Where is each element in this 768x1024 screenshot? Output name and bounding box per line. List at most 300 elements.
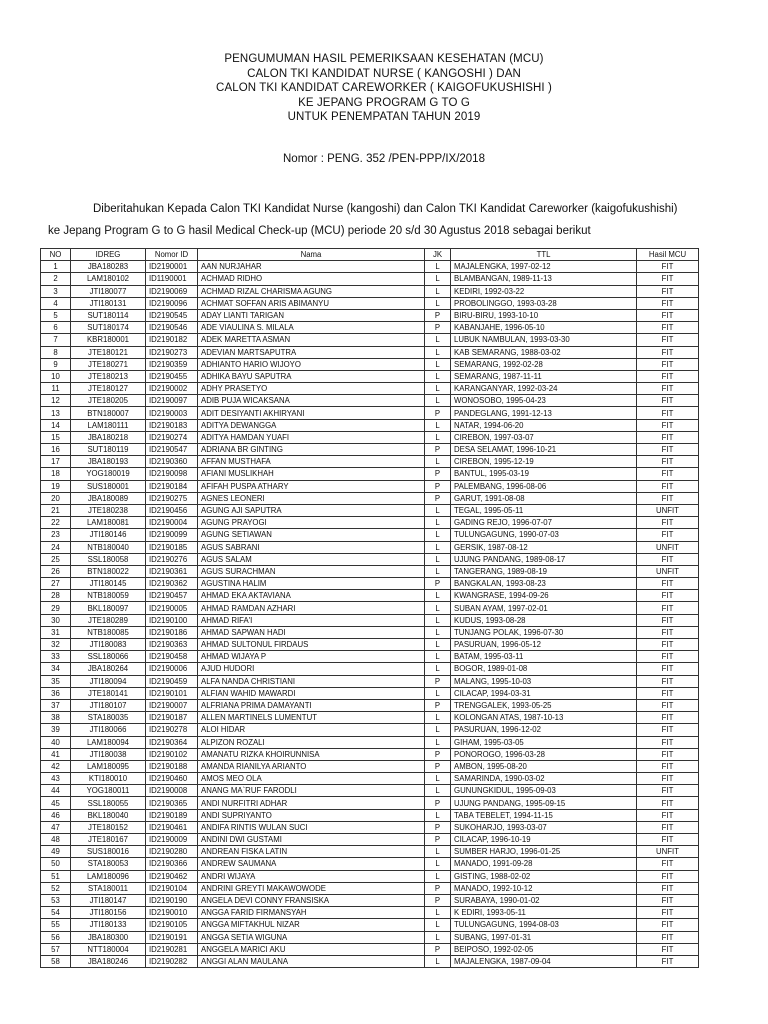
cell-hasil-mcu: FIT bbox=[637, 724, 699, 736]
cell-hasil-mcu: FIT bbox=[637, 468, 699, 480]
cell-ttl: GIHAM, 1995-03-05 bbox=[451, 736, 637, 748]
cell-nomor-id: ID2190273 bbox=[146, 346, 198, 358]
cell-ttl: NATAR, 1994-06-20 bbox=[451, 419, 637, 431]
cell-nomor-id: ID2190182 bbox=[146, 334, 198, 346]
cell-hasil-mcu: FIT bbox=[637, 797, 699, 809]
cell-nomor-id: ID2190457 bbox=[146, 590, 198, 602]
cell-ttl: SEMARANG, 1987-11-11 bbox=[451, 370, 637, 382]
cell-idreg: JTI180146 bbox=[71, 529, 146, 541]
table-row bbox=[41, 760, 699, 772]
cell-ttl: CIREBON, 1995-12-19 bbox=[451, 456, 637, 468]
cell-ttl: K EDIRI, 1993-05-11 bbox=[451, 907, 637, 919]
cell-idreg: SUT180114 bbox=[71, 309, 146, 321]
cell-hasil-mcu: FIT bbox=[637, 699, 699, 711]
cell-ttl: PASURUAN, 1996-12-02 bbox=[451, 724, 637, 736]
cell-no: 17 bbox=[41, 456, 71, 468]
cell-ttl: GISTING, 1988-02-02 bbox=[451, 870, 637, 882]
cell-jk: L bbox=[425, 529, 451, 541]
cell-hasil-mcu: FIT bbox=[637, 309, 699, 321]
cell-nama: ACHMAD RIZAL CHARISMA AGUNG bbox=[198, 285, 425, 297]
title-line-5: UNTUK PENEMPATAN TAHUN 2019 bbox=[287, 111, 481, 123]
cell-hasil-mcu: FIT bbox=[637, 809, 699, 821]
table-row bbox=[41, 651, 699, 663]
cell-no: 44 bbox=[41, 785, 71, 797]
cell-nama: AHMAD EKA AKTAVIANA bbox=[198, 590, 425, 602]
cell-nama: AGUS SALAM bbox=[198, 553, 425, 565]
cell-no: 47 bbox=[41, 821, 71, 833]
cell-no: 7 bbox=[41, 334, 71, 346]
cell-idreg: YOG180011 bbox=[71, 785, 146, 797]
cell-ttl: CIREBON, 1997-03-07 bbox=[451, 431, 637, 443]
cell-no: 53 bbox=[41, 894, 71, 906]
table-row bbox=[41, 517, 699, 529]
table-row bbox=[41, 699, 699, 711]
cell-jk: P bbox=[425, 322, 451, 334]
table-row bbox=[41, 578, 699, 590]
table-row bbox=[41, 480, 699, 492]
table-row bbox=[41, 614, 699, 626]
cell-hasil-mcu: FIT bbox=[637, 383, 699, 395]
cell-no: 21 bbox=[41, 504, 71, 516]
cell-ttl: CILACAP, 1996-10-19 bbox=[451, 834, 637, 846]
cell-nama: ADITYA DEWANGGA bbox=[198, 419, 425, 431]
table-row bbox=[41, 821, 699, 833]
column-header-hasil-mcu: Hasil MCU bbox=[637, 249, 699, 261]
cell-idreg: JTE180127 bbox=[71, 383, 146, 395]
cell-jk: L bbox=[425, 419, 451, 431]
cell-no: 52 bbox=[41, 882, 71, 894]
cell-nomor-id: ID2190069 bbox=[146, 285, 198, 297]
cell-nomor-id: ID2190102 bbox=[146, 748, 198, 760]
cell-jk: L bbox=[425, 736, 451, 748]
cell-hasil-mcu: FIT bbox=[637, 529, 699, 541]
cell-nomor-id: ID2190360 bbox=[146, 456, 198, 468]
cell-no: 35 bbox=[41, 675, 71, 687]
cell-nama: ALFIAN WAHID MAWARDI bbox=[198, 687, 425, 699]
cell-idreg: BTN180007 bbox=[71, 407, 146, 419]
title-line-1: PENGUMUMAN HASIL PEMERIKSAAN KESEHATAN (MCU) bbox=[224, 53, 544, 65]
title-line-3: CALON TKI KANDIDAT CAREWORKER ( KAIGOFUKUSHISHI ) bbox=[216, 82, 552, 94]
cell-jk: P bbox=[425, 943, 451, 955]
cell-hasil-mcu: FIT bbox=[637, 748, 699, 760]
cell-jk: P bbox=[425, 699, 451, 711]
table-row bbox=[41, 456, 699, 468]
cell-jk: L bbox=[425, 651, 451, 663]
cell-nomor-id: ID2190183 bbox=[146, 419, 198, 431]
cell-nama: ANGGA MIFTAKHUL NIZAR bbox=[198, 919, 425, 931]
cell-nomor-id: ID2190547 bbox=[146, 444, 198, 456]
cell-nomor-id: ID2190188 bbox=[146, 760, 198, 772]
cell-no: 8 bbox=[41, 346, 71, 358]
announcement-header bbox=[0, 52, 768, 125]
cell-idreg: JTI180066 bbox=[71, 724, 146, 736]
cell-nama: ADAY LIANTI TARIGAN bbox=[198, 309, 425, 321]
cell-no: 37 bbox=[41, 699, 71, 711]
cell-hasil-mcu: FIT bbox=[637, 431, 699, 443]
cell-jk: P bbox=[425, 894, 451, 906]
cell-ttl: TANGERANG, 1989-08-19 bbox=[451, 565, 637, 577]
cell-no: 3 bbox=[41, 285, 71, 297]
cell-idreg: JTE180213 bbox=[71, 370, 146, 382]
cell-nomor-id: ID2190366 bbox=[146, 858, 198, 870]
table-row bbox=[41, 675, 699, 687]
cell-jk: L bbox=[425, 358, 451, 370]
cell-no: 31 bbox=[41, 626, 71, 638]
cell-ttl: AMBON, 1995-08-20 bbox=[451, 760, 637, 772]
cell-idreg: JTE180167 bbox=[71, 834, 146, 846]
cell-nomor-id: ID2190185 bbox=[146, 541, 198, 553]
cell-nomor-id: ID2190276 bbox=[146, 553, 198, 565]
cell-ttl: BEIPOSO, 1992-02-05 bbox=[451, 943, 637, 955]
cell-ttl: CILACAP, 1994-03-31 bbox=[451, 687, 637, 699]
cell-hasil-mcu: FIT bbox=[637, 773, 699, 785]
cell-hasil-mcu: FIT bbox=[637, 602, 699, 614]
cell-jk: L bbox=[425, 334, 451, 346]
cell-no: 42 bbox=[41, 760, 71, 772]
cell-jk: L bbox=[425, 541, 451, 553]
table-row bbox=[41, 468, 699, 480]
cell-nama: AHMAD RIFA'I bbox=[198, 614, 425, 626]
cell-no: 26 bbox=[41, 565, 71, 577]
table-row bbox=[41, 297, 699, 309]
cell-idreg: JTE180238 bbox=[71, 504, 146, 516]
cell-nama: AMOS MEO OLA bbox=[198, 773, 425, 785]
cell-nomor-id: ID2190191 bbox=[146, 931, 198, 943]
cell-no: 25 bbox=[41, 553, 71, 565]
cell-no: 24 bbox=[41, 541, 71, 553]
cell-nama: AGUNG PRAYOGI bbox=[198, 517, 425, 529]
cell-nomor-id: ID2190545 bbox=[146, 309, 198, 321]
cell-ttl: GERSIK, 1987-08-12 bbox=[451, 541, 637, 553]
cell-nomor-id: ID2190187 bbox=[146, 712, 198, 724]
cell-hasil-mcu: FIT bbox=[637, 907, 699, 919]
cell-jk: L bbox=[425, 846, 451, 858]
cell-hasil-mcu: FIT bbox=[637, 492, 699, 504]
cell-jk: L bbox=[425, 919, 451, 931]
cell-nama: ADIB PUJA WICAKSANA bbox=[198, 395, 425, 407]
cell-nama: ANGELA DEVI CONNY FRANSISKA bbox=[198, 894, 425, 906]
cell-nama: ANDIFA RINTIS WULAN SUCI bbox=[198, 821, 425, 833]
cell-no: 55 bbox=[41, 919, 71, 931]
cell-jk: L bbox=[425, 858, 451, 870]
cell-nomor-id: ID2190004 bbox=[146, 517, 198, 529]
cell-nomor-id: ID2190361 bbox=[146, 565, 198, 577]
cell-idreg: JTE180152 bbox=[71, 821, 146, 833]
cell-idreg: NTB180040 bbox=[71, 541, 146, 553]
cell-nama: AJUD HUDORI bbox=[198, 663, 425, 675]
cell-nomor-id: ID2190096 bbox=[146, 297, 198, 309]
cell-idreg: JTE180289 bbox=[71, 614, 146, 626]
cell-nomor-id: ID2190282 bbox=[146, 955, 198, 967]
cell-ttl: KUDUS, 1993-08-28 bbox=[451, 614, 637, 626]
cell-nama: AHMAD RAMDAN AZHARI bbox=[198, 602, 425, 614]
cell-idreg: JTE180271 bbox=[71, 358, 146, 370]
cell-ttl: BANGKALAN, 1993-08-23 bbox=[451, 578, 637, 590]
cell-jk: L bbox=[425, 297, 451, 309]
table-row bbox=[41, 663, 699, 675]
cell-nama: ADEVIAN MARTSAPUTRA bbox=[198, 346, 425, 358]
cell-nama: AMANDA RIANILYA ARIANTO bbox=[198, 760, 425, 772]
cell-ttl: SURABAYA, 1990-01-02 bbox=[451, 894, 637, 906]
cell-jk: P bbox=[425, 882, 451, 894]
table-row bbox=[41, 809, 699, 821]
cell-idreg: JTI180147 bbox=[71, 894, 146, 906]
cell-jk: P bbox=[425, 468, 451, 480]
cell-hasil-mcu: FIT bbox=[637, 663, 699, 675]
cell-nomor-id: ID2190460 bbox=[146, 773, 198, 785]
reference-number: Nomor : PENG. 352 /PEN-PPP/IX/2018 bbox=[283, 153, 485, 165]
cell-hasil-mcu: FIT bbox=[637, 590, 699, 602]
cell-idreg: SUS180016 bbox=[71, 846, 146, 858]
cell-no: 43 bbox=[41, 773, 71, 785]
cell-ttl: SUBAN AYAM, 1997-02-01 bbox=[451, 602, 637, 614]
cell-ttl: PASURUAN, 1996-05-12 bbox=[451, 639, 637, 651]
cell-ttl: GUNUNGKIDUL, 1995-09-03 bbox=[451, 785, 637, 797]
cell-hasil-mcu: FIT bbox=[637, 736, 699, 748]
table-row bbox=[41, 565, 699, 577]
cell-hasil-mcu: FIT bbox=[637, 322, 699, 334]
table-row bbox=[41, 748, 699, 760]
table-row bbox=[41, 358, 699, 370]
cell-no: 2 bbox=[41, 273, 71, 285]
cell-nama: AGNES LEONERI bbox=[198, 492, 425, 504]
cell-nomor-id: ID2190007 bbox=[146, 699, 198, 711]
cell-no: 49 bbox=[41, 846, 71, 858]
table-row bbox=[41, 943, 699, 955]
cell-jk: L bbox=[425, 383, 451, 395]
cell-hasil-mcu: FIT bbox=[637, 834, 699, 846]
cell-ttl: BIRU-BIRU, 1993-10-10 bbox=[451, 309, 637, 321]
cell-nama: ANDREW SAUMANA bbox=[198, 858, 425, 870]
cell-no: 33 bbox=[41, 651, 71, 663]
table-row bbox=[41, 626, 699, 638]
cell-jk: P bbox=[425, 492, 451, 504]
cell-jk: L bbox=[425, 809, 451, 821]
cell-ttl: TRENGGALEK, 1993-05-25 bbox=[451, 699, 637, 711]
cell-ttl: BLAMBANGAN, 1989-11-13 bbox=[451, 273, 637, 285]
cell-ttl: SUKOHARJO, 1993-03-07 bbox=[451, 821, 637, 833]
cell-no: 27 bbox=[41, 578, 71, 590]
cell-nama: ANDRINI GREYTI MAKAWOWODE bbox=[198, 882, 425, 894]
cell-jk: L bbox=[425, 870, 451, 882]
cell-ttl: PROBOLINGGO, 1993-03-28 bbox=[451, 297, 637, 309]
title-line-2: CALON TKI KANDIDAT NURSE ( KANGOSHI ) DAN bbox=[247, 67, 521, 80]
cell-hasil-mcu: FIT bbox=[637, 639, 699, 651]
cell-hasil-mcu: FIT bbox=[637, 687, 699, 699]
cell-nama: ADHIANTO HARIO WIJOYO bbox=[198, 358, 425, 370]
cell-nomor-id: ID2190274 bbox=[146, 431, 198, 443]
cell-ttl: KARANGANYAR, 1992-03-24 bbox=[451, 383, 637, 395]
cell-nomor-id: ID2190105 bbox=[146, 919, 198, 931]
cell-jk: L bbox=[425, 955, 451, 967]
cell-ttl: BATAM, 1995-03-11 bbox=[451, 651, 637, 663]
table-row bbox=[41, 444, 699, 456]
cell-hasil-mcu: FIT bbox=[637, 261, 699, 273]
cell-idreg: SSL180058 bbox=[71, 553, 146, 565]
cell-nomor-id: ID2190005 bbox=[146, 602, 198, 614]
cell-nomor-id: ID2190001 bbox=[146, 261, 198, 273]
cell-nama: AHMAD SULTONUL FIRDAUS bbox=[198, 639, 425, 651]
cell-ttl: PANDEGLANG, 1991-12-13 bbox=[451, 407, 637, 419]
cell-idreg: SUT180119 bbox=[71, 444, 146, 456]
cell-idreg: JTI180107 bbox=[71, 699, 146, 711]
cell-hasil-mcu: FIT bbox=[637, 273, 699, 285]
cell-jk: P bbox=[425, 578, 451, 590]
table-row bbox=[41, 395, 699, 407]
cell-hasil-mcu: FIT bbox=[637, 297, 699, 309]
cell-jk: P bbox=[425, 760, 451, 772]
cell-hasil-mcu: FIT bbox=[637, 919, 699, 931]
cell-ttl: BANTUL, 1995-03-19 bbox=[451, 468, 637, 480]
table-row bbox=[41, 687, 699, 699]
table-row bbox=[41, 529, 699, 541]
cell-idreg: STA180011 bbox=[71, 882, 146, 894]
cell-ttl: MALANG, 1995-10-03 bbox=[451, 675, 637, 687]
cell-idreg: JBA180193 bbox=[71, 456, 146, 468]
intro-paragraph bbox=[48, 198, 748, 242]
column-header-nama: Nama bbox=[198, 249, 425, 261]
cell-jk: L bbox=[425, 614, 451, 626]
cell-ttl: PALEMBANG, 1996-08-06 bbox=[451, 480, 637, 492]
cell-jk: L bbox=[425, 687, 451, 699]
cell-nama: AGUNG AJI SAPUTRA bbox=[198, 504, 425, 516]
cell-jk: P bbox=[425, 407, 451, 419]
cell-ttl: TUNJANG POLAK, 1996-07-30 bbox=[451, 626, 637, 638]
cell-ttl: SEMARANG, 1992-02-28 bbox=[451, 358, 637, 370]
cell-nomor-id: ID2190363 bbox=[146, 639, 198, 651]
cell-idreg: JTI180145 bbox=[71, 578, 146, 590]
cell-hasil-mcu: FIT bbox=[637, 882, 699, 894]
table-row bbox=[41, 492, 699, 504]
cell-idreg: SUT180174 bbox=[71, 322, 146, 334]
cell-idreg: NTT180004 bbox=[71, 943, 146, 955]
cell-hasil-mcu: FIT bbox=[637, 651, 699, 663]
cell-jk: L bbox=[425, 370, 451, 382]
cell-idreg: JBA180283 bbox=[71, 261, 146, 273]
cell-jk: P bbox=[425, 480, 451, 492]
cell-hasil-mcu: FIT bbox=[637, 444, 699, 456]
table-row bbox=[41, 712, 699, 724]
cell-jk: L bbox=[425, 712, 451, 724]
cell-nama: ACHMAT SOFFAN ARIS ABIMANYU bbox=[198, 297, 425, 309]
cell-no: 29 bbox=[41, 602, 71, 614]
cell-no: 40 bbox=[41, 736, 71, 748]
cell-hasil-mcu: FIT bbox=[637, 955, 699, 967]
cell-hasil-mcu: UNFIT bbox=[637, 541, 699, 553]
cell-idreg: JTE180141 bbox=[71, 687, 146, 699]
cell-no: 46 bbox=[41, 809, 71, 821]
cell-idreg: JTI180131 bbox=[71, 297, 146, 309]
cell-no: 39 bbox=[41, 724, 71, 736]
cell-no: 13 bbox=[41, 407, 71, 419]
cell-nama: AGUSTINA HALIM bbox=[198, 578, 425, 590]
cell-nama: ADRIANA BR GINTING bbox=[198, 444, 425, 456]
cell-jk: L bbox=[425, 431, 451, 443]
cell-hasil-mcu: UNFIT bbox=[637, 504, 699, 516]
cell-nama: ADEK MARETTA ASMAN bbox=[198, 334, 425, 346]
cell-nomor-id: ID2190003 bbox=[146, 407, 198, 419]
cell-no: 38 bbox=[41, 712, 71, 724]
cell-hasil-mcu: FIT bbox=[637, 370, 699, 382]
cell-idreg: JBA180300 bbox=[71, 931, 146, 943]
cell-hasil-mcu: FIT bbox=[637, 456, 699, 468]
cell-ttl: GADING REJO, 1996-07-07 bbox=[451, 517, 637, 529]
cell-ttl: BOGOR, 1989-01-08 bbox=[451, 663, 637, 675]
cell-jk: L bbox=[425, 346, 451, 358]
cell-nomor-id: ID2190099 bbox=[146, 529, 198, 541]
cell-jk: L bbox=[425, 553, 451, 565]
cell-no: 12 bbox=[41, 395, 71, 407]
cell-nomor-id: ID2190461 bbox=[146, 821, 198, 833]
cell-no: 14 bbox=[41, 419, 71, 431]
cell-nomor-id: ID2190184 bbox=[146, 480, 198, 492]
cell-idreg: JBA180218 bbox=[71, 431, 146, 443]
cell-no: 15 bbox=[41, 431, 71, 443]
cell-no: 30 bbox=[41, 614, 71, 626]
cell-no: 6 bbox=[41, 322, 71, 334]
cell-jk: L bbox=[425, 273, 451, 285]
cell-no: 4 bbox=[41, 297, 71, 309]
cell-ttl: MANADO, 1992-10-12 bbox=[451, 882, 637, 894]
cell-no: 11 bbox=[41, 383, 71, 395]
cell-idreg: JBA180264 bbox=[71, 663, 146, 675]
cell-nama: ANGGA SETIA WIGUNA bbox=[198, 931, 425, 943]
cell-jk: P bbox=[425, 444, 451, 456]
cell-nama: AGUNG SETIAWAN bbox=[198, 529, 425, 541]
cell-nama: ADIT DESIYANTI AKHIRYANI bbox=[198, 407, 425, 419]
cell-idreg: LAM180094 bbox=[71, 736, 146, 748]
cell-jk: L bbox=[425, 663, 451, 675]
cell-nama: ANDREAN FISKA LATIN bbox=[198, 846, 425, 858]
cell-nomor-id: ID2190100 bbox=[146, 614, 198, 626]
cell-no: 36 bbox=[41, 687, 71, 699]
cell-jk: L bbox=[425, 517, 451, 529]
table-row bbox=[41, 285, 699, 297]
cell-no: 10 bbox=[41, 370, 71, 382]
cell-no: 50 bbox=[41, 858, 71, 870]
cell-idreg: KTI180010 bbox=[71, 773, 146, 785]
cell-nama: ANGGA FARID FIRMANSYAH bbox=[198, 907, 425, 919]
cell-idreg: LAM180081 bbox=[71, 517, 146, 529]
cell-nomor-id: ID2190006 bbox=[146, 663, 198, 675]
cell-jk: L bbox=[425, 626, 451, 638]
cell-idreg: STA180035 bbox=[71, 712, 146, 724]
table-row bbox=[41, 322, 699, 334]
table-row bbox=[41, 785, 699, 797]
cell-hasil-mcu: FIT bbox=[637, 480, 699, 492]
table-row bbox=[41, 639, 699, 651]
cell-nama: ANDINI DWI GUSTAMI bbox=[198, 834, 425, 846]
cell-jk: L bbox=[425, 395, 451, 407]
cell-nama: AFIANI MUSLIKHAH bbox=[198, 468, 425, 480]
table-row bbox=[41, 590, 699, 602]
table-row bbox=[41, 553, 699, 565]
cell-nama: ANANG MA`RUF FARODLI bbox=[198, 785, 425, 797]
cell-idreg: NTB180059 bbox=[71, 590, 146, 602]
cell-nama: AHMAD WIJAYA P bbox=[198, 651, 425, 663]
cell-nama: ANDI NURFITRI ADHAR bbox=[198, 797, 425, 809]
table-row bbox=[41, 736, 699, 748]
table-row bbox=[41, 882, 699, 894]
cell-idreg: JBA180089 bbox=[71, 492, 146, 504]
cell-hasil-mcu: FIT bbox=[637, 395, 699, 407]
table-row bbox=[41, 261, 699, 273]
cell-ttl: TULUNGAGUNG, 1994-08-03 bbox=[451, 919, 637, 931]
table-row bbox=[41, 931, 699, 943]
table-row bbox=[41, 870, 699, 882]
cell-idreg: JTI180094 bbox=[71, 675, 146, 687]
table-row bbox=[41, 773, 699, 785]
